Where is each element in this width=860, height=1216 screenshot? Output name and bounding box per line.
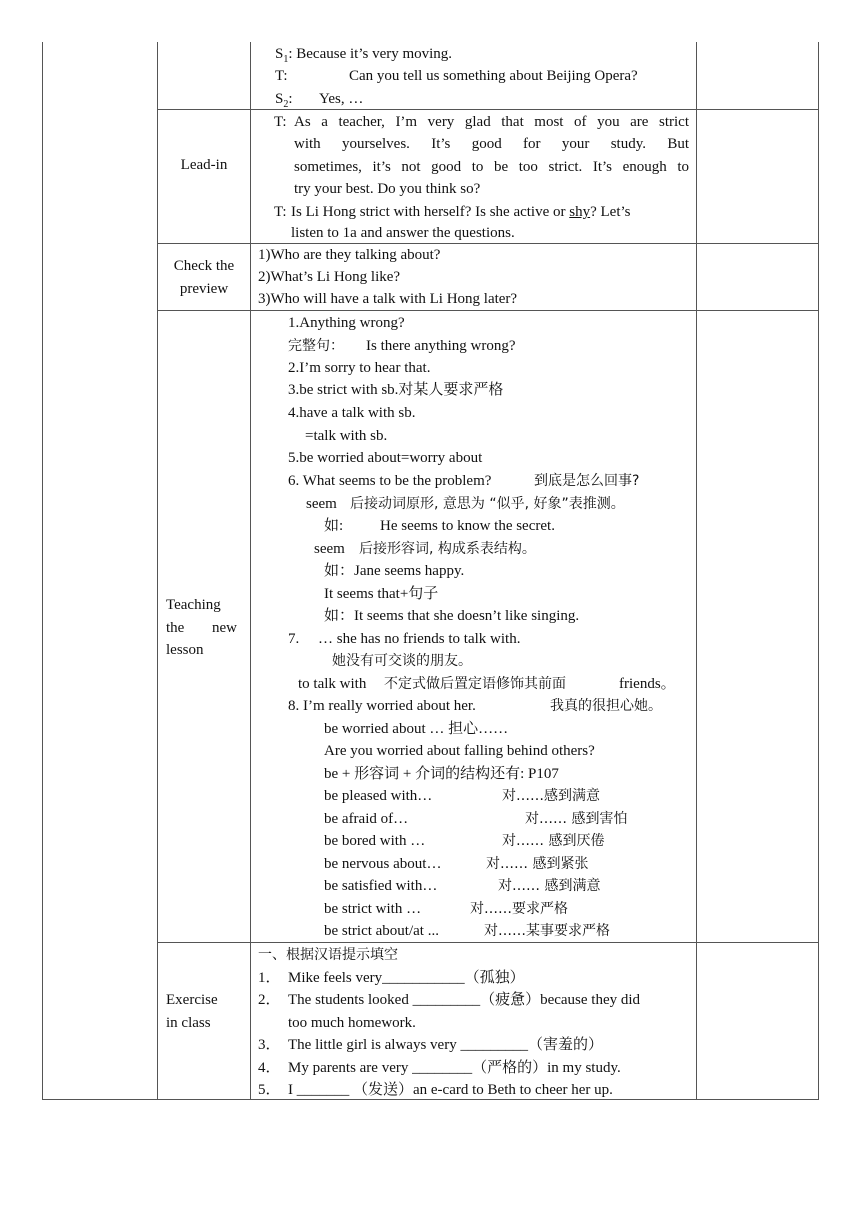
row-label: Lead-in [180, 157, 228, 173]
phrase-en: be bored with … [324, 833, 426, 849]
dialogue-line [275, 66, 288, 86]
lesson-line: =talk with sb. [305, 428, 388, 444]
speaker: S [275, 46, 284, 62]
speaker: S [275, 91, 284, 107]
phrase-en: be strict with … [324, 901, 422, 917]
lead-in-text: listen to 1a and answer the questions. [291, 225, 515, 241]
exercise-number: 1． [258, 970, 281, 986]
phrase-en: be nervous about… [324, 856, 442, 872]
question: 3)Who will have a talk with Li Hong later? [258, 291, 518, 307]
phrase-en: be afraid of… [324, 811, 409, 827]
lesson-line: 如: [324, 518, 344, 534]
phrase-en: be satisfied with… [324, 878, 438, 894]
lesson-line: Is there anything wrong? [366, 338, 516, 354]
text-part: ? Let’s [590, 204, 631, 220]
exercise-number: 4． [258, 1060, 281, 1076]
lesson-line: 3.be strict with sb.对某人要求严格 [288, 382, 504, 398]
lesson-line: 1.Anything wrong? [288, 315, 405, 331]
row-label: preview [179, 281, 229, 297]
grid-line [157, 942, 819, 943]
lead-in-text [291, 202, 631, 222]
exercise-number: 2． [258, 992, 281, 1008]
phrase-zh: 对…… 感到紧张 [486, 856, 589, 872]
lead-in-text: sometimes, it’s not good to be too strict. It’s enough to [294, 159, 689, 175]
dialogue-text: : Because it’s very moving. [288, 46, 453, 62]
lead-in-text: try your best. Do you think so? [294, 181, 481, 197]
phrase-zh: 对…… 感到害怕 [525, 811, 628, 827]
exercise-item: My parents are very ________（严格的）in my study. [288, 1060, 621, 1076]
row-label: in class [166, 1015, 211, 1031]
lesson-line: Are you worried about falling behind others? [324, 743, 595, 759]
dialogue-text: Yes, … [319, 91, 364, 107]
phrase-zh: 对…… 感到厌倦 [502, 833, 605, 849]
underlined-word: shy [569, 204, 591, 220]
exercise-item: The students looked _________（疲惫）because they did [288, 992, 641, 1008]
speaker: T: [275, 68, 288, 84]
speaker: T: [274, 204, 287, 220]
exercise-number: 5． [258, 1082, 281, 1098]
speaker-sub: 2 [283, 99, 289, 110]
lesson-line: 我真的很担心她。 [550, 698, 662, 714]
phrase-zh: 对……感到满意 [502, 788, 600, 804]
lesson-line: 6. What seems to be the problem? [288, 473, 492, 489]
lesson-line: 不定式做后置定语修饰其前面 [384, 676, 566, 692]
lesson-line: be + 形容词 + 介词的结构还有: P107 [324, 766, 559, 782]
lead-in-text: As a teacher, I’m very glad that most of you are strict [294, 114, 689, 130]
grid-line [157, 109, 819, 110]
row-label: new [212, 620, 237, 636]
exercise-heading: 一、根据汉语提示填空 [258, 947, 398, 963]
lesson-line: 到底是怎么回事? [534, 473, 640, 489]
lesson-line: 7. [288, 631, 300, 647]
lesson-line: 4.have a talk with sb. [288, 405, 416, 421]
row-label: Check the [173, 258, 235, 274]
lesson-line: 后接形容词, 构成系表结构。 [359, 541, 536, 557]
question: 1)Who are they talking about? [258, 247, 441, 263]
phrase-en: be pleased with… [324, 788, 433, 804]
speaker-sub: 1 [283, 54, 289, 65]
exercise-item: too much homework. [288, 1015, 416, 1031]
row-label: the [166, 620, 185, 636]
text-part: Is Li Hong strict with herself? Is she active or [291, 204, 570, 220]
exercise-item: The little girl is always very _________（害羞的） [288, 1037, 603, 1053]
dialogue-text: Can you tell us something about Beijing Opera? [349, 68, 638, 84]
lesson-line: 她没有可交谈的朋友。 [332, 653, 472, 669]
exercise-number: 3． [258, 1037, 281, 1053]
question: 2)What’s Li Hong like? [258, 269, 401, 285]
grid-line [157, 243, 819, 244]
grid-line [157, 310, 819, 311]
lead-in-text: with yourselves. It’s good for your study. But [294, 136, 689, 152]
phrase-zh: 对……要求严格 [470, 901, 568, 917]
lesson-line: 如：It seems that she doesn’t like singing. [324, 608, 580, 624]
lesson-line: 2.I’m sorry to hear that. [288, 360, 431, 376]
phrase-zh: 对…… 感到满意 [498, 878, 601, 894]
exercise-item: I _______ （发送）an e-card to Beth to cheer her up. [288, 1082, 613, 1098]
dialogue-text: : [288, 91, 293, 107]
lesson-line: seem [306, 496, 337, 512]
lesson-line: He seems to know the secret. [380, 518, 555, 534]
lesson-line: … she has no friends to talk with. [318, 631, 521, 647]
lesson-line: to talk with [298, 676, 367, 692]
lesson-line: 8. I’m really worried about her. [288, 698, 476, 714]
lesson-line: 如：Jane seems happy. [324, 563, 465, 579]
lesson-line: It seems that+句子 [324, 586, 439, 602]
grid-line [42, 42, 43, 1100]
lesson-line: friends。 [619, 676, 676, 692]
exercise-item: Mike feels very___________（孤独） [288, 970, 525, 986]
lesson-line: 5.be worried about=worry about [288, 450, 483, 466]
lesson-line: 完整句： [288, 338, 344, 354]
phrase-zh: 对……某事要求严格 [484, 923, 610, 939]
row-label: Exercise [166, 992, 218, 1008]
row-label: Teaching [166, 597, 221, 613]
lesson-line: be worried about … 担心…… [324, 721, 509, 737]
speaker: T: [274, 114, 287, 130]
phrase-en: be strict about/at ... [324, 923, 439, 939]
lesson-line: 后接动词原形, 意思为 “似乎, 好象”表推测。 [350, 496, 625, 512]
lesson-line: seem [314, 541, 345, 557]
row-label: lesson [166, 642, 204, 658]
